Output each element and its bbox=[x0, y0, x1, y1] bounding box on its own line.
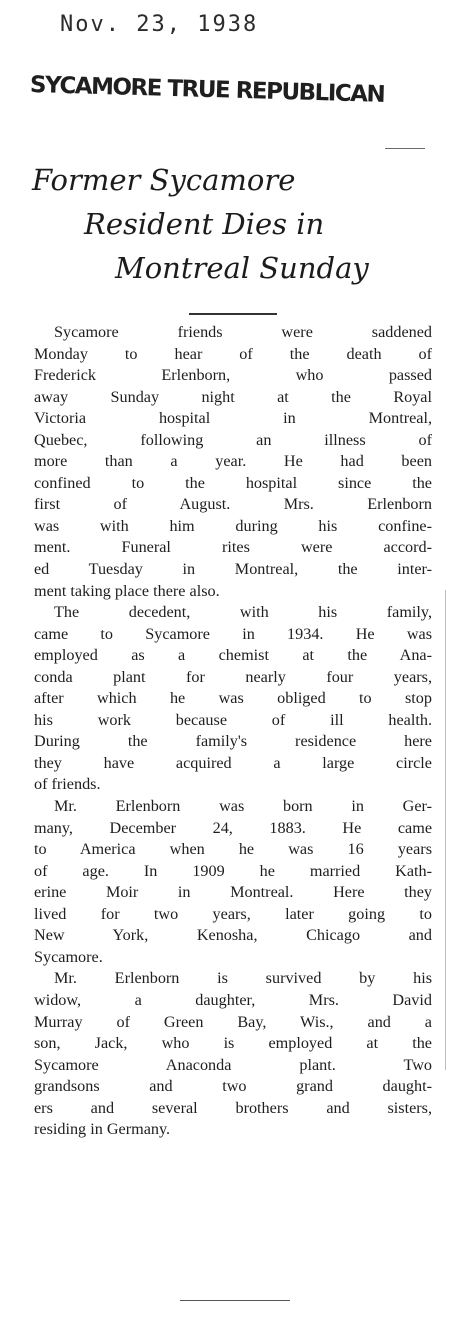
headline-line: Resident Dies in bbox=[84, 207, 325, 241]
article-line: Mr. Erlenborn is survived by his bbox=[54, 969, 432, 988]
article-line: many, December 24, 1883. He came bbox=[34, 818, 432, 837]
article-line: ment. Funeral rites were accord- bbox=[34, 538, 432, 557]
article-line: confined to the hospital since the bbox=[34, 473, 432, 492]
article-line: Quebec, following an illness of bbox=[34, 430, 432, 449]
article-line: New York, Kenosha, Chicago and bbox=[34, 926, 432, 945]
article-line: his work because of ill health. bbox=[34, 710, 432, 729]
article-line: conda plant for nearly four years, bbox=[34, 667, 432, 686]
article-line: of friends. bbox=[34, 775, 101, 794]
bottom-divider bbox=[180, 1300, 290, 1301]
article-line: Murray of Green Bay, Wis., and a bbox=[34, 1012, 432, 1031]
article-line: of age. In 1909 he married Kath- bbox=[34, 861, 432, 880]
article-line: Frederick Erlenborn, who passed bbox=[34, 366, 432, 385]
article-line: employed as a chemist at the Ana- bbox=[34, 646, 432, 665]
article-paragraph bbox=[34, 796, 432, 968]
article-line: to America when he was 16 years bbox=[34, 840, 432, 859]
article-line: The decedent, with his family, bbox=[54, 603, 432, 622]
article-paragraph bbox=[34, 602, 432, 796]
headline-line: Montreal Sunday bbox=[115, 251, 369, 285]
article-line: During the family's residence here bbox=[34, 732, 432, 751]
article-line: grandsons and two grand daught- bbox=[34, 1077, 432, 1096]
article-line: after which he was obliged to stop bbox=[34, 689, 432, 708]
article-line: Monday to hear of the death of bbox=[34, 344, 432, 363]
headline-line: Former Sycamore bbox=[32, 163, 296, 197]
article-body bbox=[34, 322, 432, 1141]
article-line: Victoria hospital in Montreal, bbox=[34, 409, 432, 428]
article-line: was with him during his confine- bbox=[34, 516, 432, 535]
article-line: away Sunday night at the Royal bbox=[34, 387, 432, 406]
article-line: they have acquired a large circle bbox=[34, 753, 432, 772]
article-line: Sycamore Anaconda plant. Two bbox=[34, 1055, 432, 1074]
headline-divider bbox=[189, 313, 277, 315]
top-divider bbox=[385, 148, 425, 149]
article-line: widow, a daughter, Mrs. David bbox=[34, 990, 432, 1009]
newspaper-name-stamp: SYCAMORE TRUE REPUBLICAN bbox=[29, 72, 385, 108]
article-line: came to Sycamore in 1934. He was bbox=[34, 624, 432, 643]
article-line: lived for two years, later going to bbox=[34, 904, 432, 923]
headline bbox=[0, 158, 468, 290]
article-line: erine Moir in Montreal. Here they bbox=[34, 883, 432, 902]
article-paragraph bbox=[34, 322, 432, 602]
article-line: residing in Germany. bbox=[34, 1120, 171, 1139]
article-line: ed Tuesday in Montreal, the inter- bbox=[34, 560, 432, 579]
column-edge-line bbox=[445, 590, 446, 1070]
article-line: more than a year. He had been bbox=[34, 452, 432, 471]
article-line: ers and several brothers and sisters, bbox=[34, 1098, 432, 1117]
article-paragraph bbox=[34, 968, 432, 1140]
article-line: Sycamore friends were saddened bbox=[54, 323, 432, 341]
clipping-date: Nov. 23, 1938 bbox=[60, 12, 259, 37]
article-line: Mr. Erlenborn was born in Ger- bbox=[54, 797, 432, 816]
article-line: ment taking place there also. bbox=[34, 581, 220, 600]
article-line: son, Jack, who is employed at the bbox=[34, 1034, 432, 1053]
article-line: Sycamore. bbox=[34, 947, 103, 966]
article-line: first of August. Mrs. Erlenborn bbox=[34, 495, 432, 514]
